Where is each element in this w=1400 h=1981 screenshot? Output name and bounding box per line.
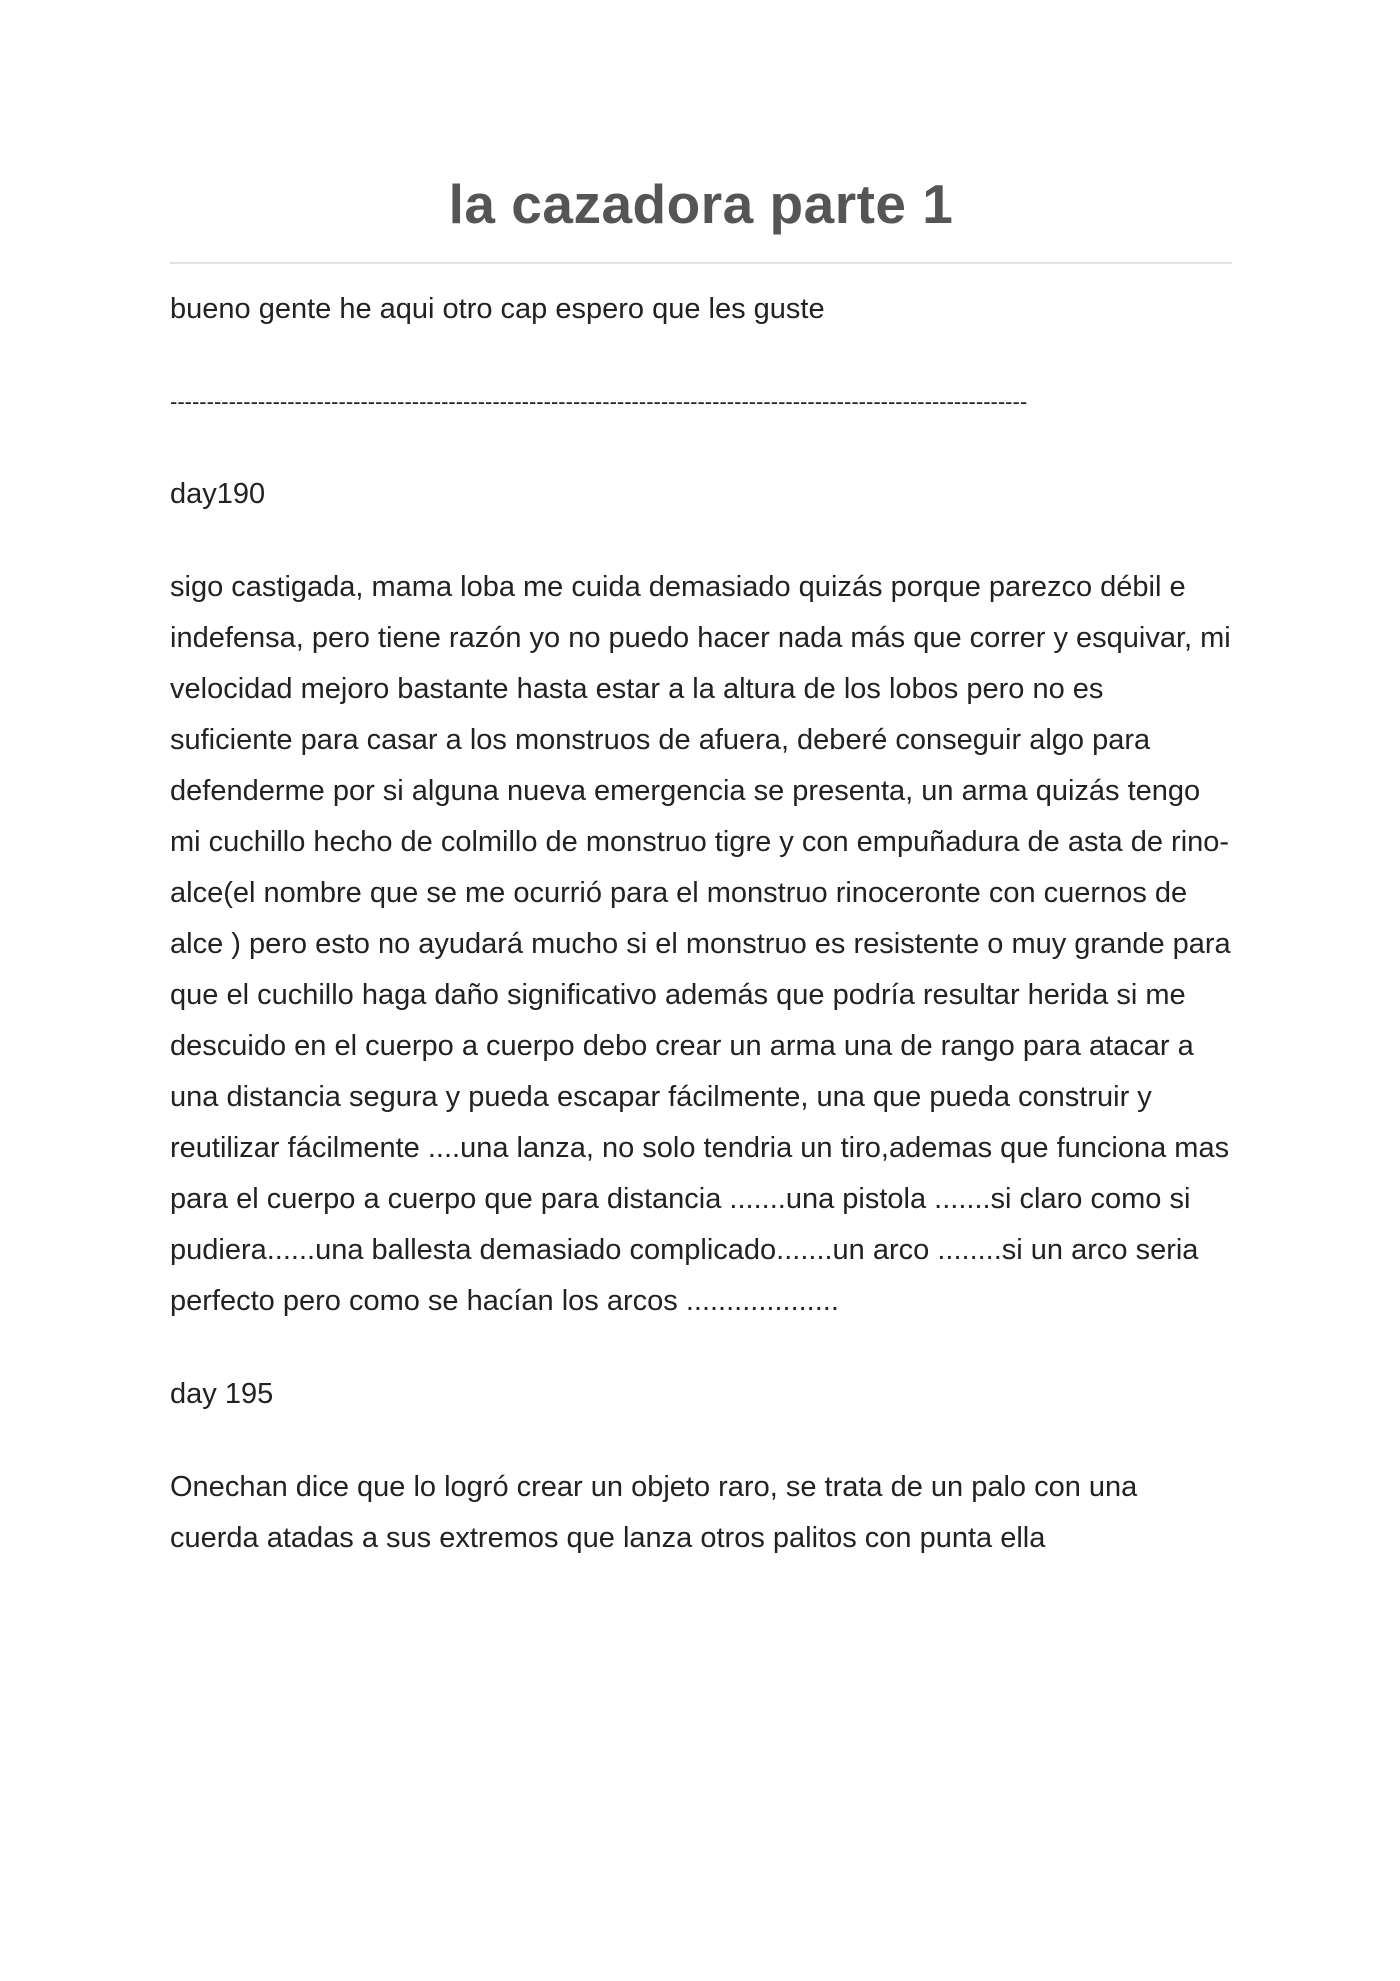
dashed-separator: --------------------------------------------------------------------------------------------------------------------- <box>170 389 1028 414</box>
document-page <box>170 0 1232 1564</box>
entry-body-text: Onechan dice que lo logró crear un objeto raro, se trata de un palo con una cuerda atadas a sus extremos que lanza otros palitos con punta ella <box>170 1471 1138 1554</box>
title-divider <box>170 262 1232 264</box>
entry-day-heading: day190 <box>170 478 266 510</box>
entry-body-text: sigo castigada, mama loba me cuida demasiado quizás porque parezco débil e indefensa, pero tiene razón yo no puedo hacer nada más que correr y esquivar, mi velocidad mejoro bastante hasta estar a la altura de los lobos pero no es suficiente para casar a los monstruos de afuera, deberé conseguir algo para defenderme por si alguna nueva emergencia se presenta, un arma quizás tengo mi cuchillo hecho de colmillo de monstruo tigre y con empuñadura de asta de rino-alce(el nombre que se me ocurrió para el monstruo rinoceronte con cuernos de alce ) pero esto no ayudará mucho si el monstruo es resistente o muy grande para que el cuchillo haga daño significativo además que podría resultar herida si me descuido en el cuerpo a cuerpo debo crear un arma una de rango para atacar a una distancia segura y pueda escapar fácilmente, una que pueda construir y reutilizar fácilmente ....una lanza, no solo tendria un tiro,ademas que funciona mas para el cuerpo a cuerpo que para distancia .......una pistola .......si claro como si pudiera......una ballesta demasiado complicado.......un arco ........si un arco seria perfecto pero como se hacían los arcos ................... <box>170 571 1231 1317</box>
entry-day-heading: day 195 <box>170 1378 274 1410</box>
intro-paragraph: bueno gente he aqui otro cap espero que les guste <box>170 293 825 325</box>
document-title: la cazadora parte 1 <box>448 173 954 235</box>
